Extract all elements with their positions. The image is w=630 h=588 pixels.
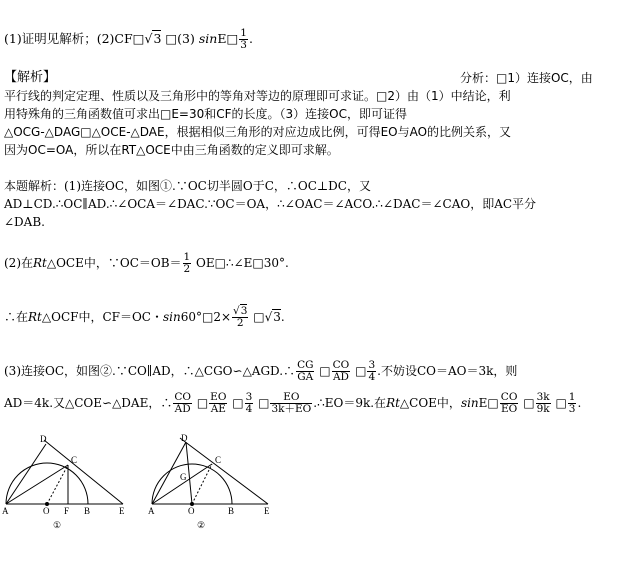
- analysis-line-2: 平行线的判定定理、性质以及三角形中的等角对等边的原理即可求证。□2）由（1）中结论，利: [4, 89, 511, 103]
- answer-text: (1)证明见解析；(2)CF: [4, 31, 133, 46]
- fig1-A: A: [2, 506, 9, 516]
- sqrt-3: 3: [153, 31, 162, 46]
- segment-AC-1: [6, 465, 68, 504]
- fig2-label: ②: [197, 520, 206, 530]
- fig2-D: D: [181, 433, 188, 443]
- fig1-F: F: [64, 506, 70, 516]
- fig2-G: G: [180, 472, 187, 482]
- solution-3a: (3)连接OC，如图②.∵CO∥AD，∴△CGO∽△AGD.∴ $\frac{CG}{GA}$ □ $\frac{CO}{AD}$ □ $\frac{3}{4}$ .不妨设CO＝AO＝3k，则: [4, 359, 518, 383]
- fig1-E: E: [119, 506, 125, 516]
- tangent-line-1: [44, 440, 123, 504]
- geometry-figures: [0, 430, 300, 540]
- figure-1: [6, 440, 123, 506]
- solution-1a: 本题解析：(1)连接OC，如图①.∵OC切半圆O于C，∴OC⊥DC，又: [4, 179, 371, 193]
- fig1-C: C: [71, 455, 78, 465]
- fig1-D: D: [40, 434, 47, 444]
- analysis-line-1: 分析：□1）连接OC，由: [460, 71, 593, 85]
- fig2-E: E: [264, 506, 270, 516]
- tangent-line-2: [180, 438, 268, 504]
- segment-AC-2: [152, 464, 212, 504]
- solution-3b: AD＝4k.又△COE∽△DAE，∴ $\frac{CO}{AD}$ □ $\frac{EO}{AE}$ □ $\frac{3}{4}$ □ $\frac{EO}{3k+EO}$ .∴EO＝9k.在Rt△COE中，sinE□ $\frac{CO}{EO}$ □ $\frac{3k}{9k}$ □ $\frac{1}{3}$ .: [4, 391, 582, 415]
- analysis-line-5: 因为OC=OA，所以在RT△OCE中由三角函数的定义即可求解。: [4, 143, 339, 157]
- fraction-one-half: $\frac{1}{2}$: [183, 251, 191, 275]
- solution-1c: ∠DAB.: [4, 215, 45, 229]
- segment-AD-1: [6, 444, 46, 504]
- fig1-O: O: [43, 506, 50, 516]
- segment-OC-1: [47, 465, 68, 504]
- figure-2: [152, 438, 268, 506]
- answer-line: (1)证明见解析；(2)CF□√3 □(3) sinE□ $\frac{1}{3}$ .: [4, 27, 253, 51]
- analysis-line-3: 用特殊角的三角函数值可求出□E=30和CF的长度。（3）连接OC，即可证得: [4, 107, 407, 121]
- fraction-one-third: $\frac{1}{3}$: [240, 27, 247, 51]
- fig1-B: B: [84, 506, 91, 516]
- fig2-A: A: [148, 506, 155, 516]
- solution-1b: AD⊥CD.∴OC∥AD.∴∠OCA＝∠DAC.∵OC＝OA，∴∠OAC＝∠ACO.∴∠DAC＝∠CAO，即AC平分: [4, 197, 537, 211]
- segment-OC-2: [192, 464, 212, 504]
- solution-2a: (2)在Rt△OCE中，∵OC＝OB＝ $\frac{1}{2}$ OE□∴∠E□30°.: [4, 251, 289, 275]
- fig2-O: O: [188, 506, 195, 516]
- solution-2b: ∴在Rt△OCF中，CF＝OC・sin60°□2× $\frac{√3}{2}$ □√3.: [4, 305, 285, 329]
- analysis-line-4: △OCG-△DAG□△OCE-△DAE，根据相似三角形的对应边成比例，可得EO与AO的比例关系，又: [4, 125, 512, 139]
- semicircle-1: [6, 463, 88, 504]
- segment-DO-2: [186, 442, 192, 504]
- fig1-label: ①: [53, 520, 62, 530]
- fraction-root3-over-2: $\frac{√3}{2}$: [233, 305, 248, 329]
- semicircle-2: [152, 464, 232, 504]
- fig2-C: C: [215, 455, 222, 465]
- analysis-heading: 【解析】: [4, 70, 57, 85]
- fig2-B: B: [228, 506, 235, 516]
